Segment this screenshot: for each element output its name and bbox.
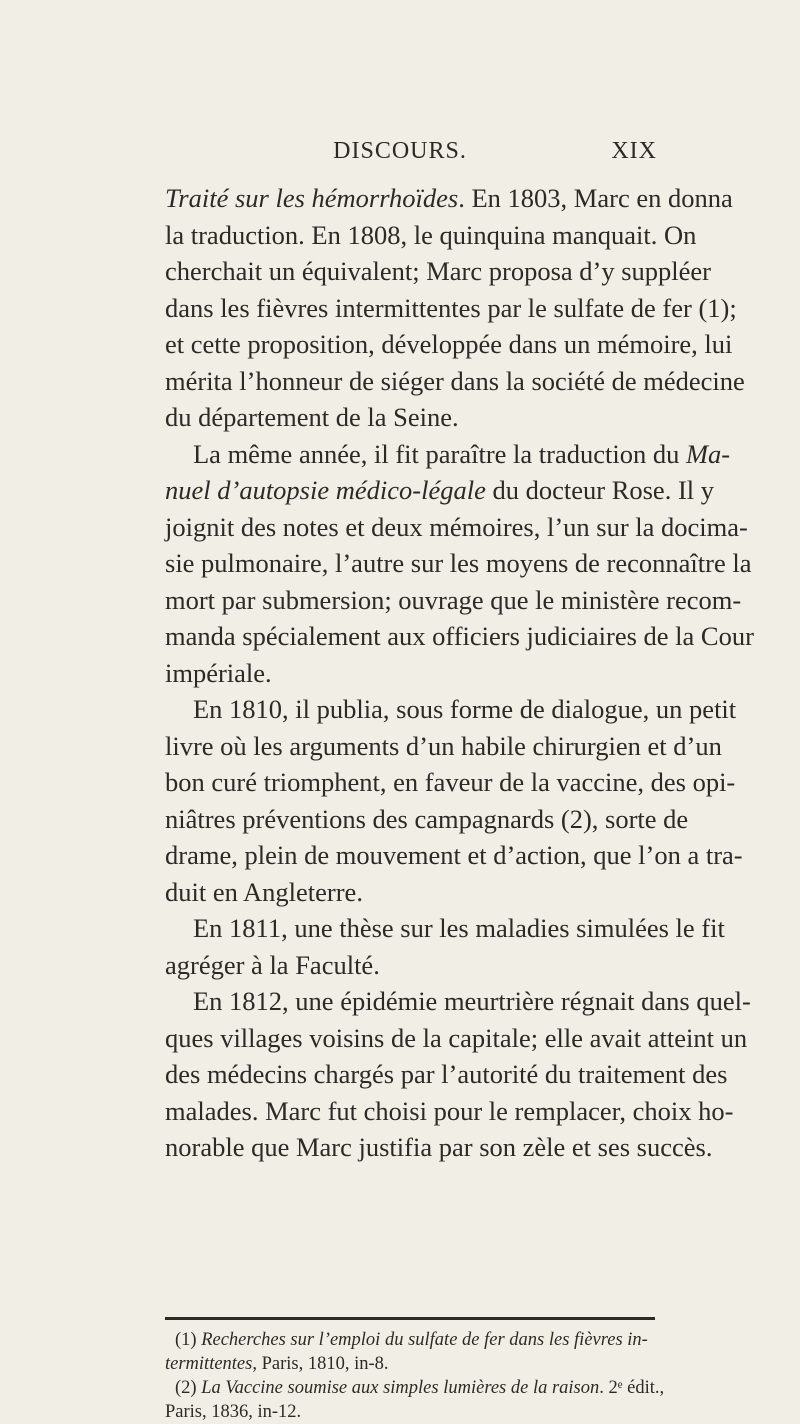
book-title-italic: Ma- (685, 438, 731, 469)
running-head (0, 138, 800, 168)
book-title-italic: nuel d’autopsie médico-légale (165, 475, 486, 505)
text-line: bon curé triomphent, en faveur de la vaccine, des opi- (165, 767, 736, 797)
main-text (165, 180, 754, 1166)
text-line: duit en Angleterre. (165, 876, 363, 907)
footnote-title-italic: Recherches sur l’emploi du sulfate de fer dans les fièvres in- (201, 1330, 648, 1350)
book-title-italic: Traité sur les hémorrhoïdes (165, 183, 459, 213)
footnote-text: . 2ᵉ édit., (599, 1378, 665, 1398)
text-line: niâtres préventions des campagnards (2), sorte de (165, 803, 689, 834)
text-line: drame, plein de mouvement et d’action, que l’on a tra- (165, 840, 743, 870)
text-line: mérita l’honneur de siéger dans la société de médecine (165, 365, 745, 396)
text-line: des médecins chargés par l’autorité du traitement des (165, 1059, 728, 1089)
footnote-marker: (1) (175, 1330, 202, 1350)
text-line: agréger à la Faculté. (165, 949, 380, 980)
text-line: joignit des notes et deux mémoires, l’un sur la docima- (165, 511, 748, 542)
text-line: la traduction. En 1808, le quinquina manquait. On (165, 219, 697, 250)
text-line: malades. Marc fut choisi pour le remplacer, choix ho- (165, 1095, 734, 1126)
running-title: DISCOURS. (333, 138, 467, 164)
text-line: En 1812, une épidémie meurtrière régnait dans quel- (193, 986, 751, 1016)
text-line: impériale. (165, 657, 272, 688)
text-line (165, 472, 715, 509)
text-line: En 1810, il publia, sous forme de dialogue, un petit (193, 694, 737, 724)
text-line: manda spécialement aux officiers judiciaires de la Cour (165, 621, 754, 651)
text-line: ques villages voisins de la capitale; elle avait atteint un (165, 1022, 748, 1053)
footnote-title-italic: termittentes (165, 1354, 253, 1374)
page-number: XIX (611, 138, 657, 164)
text-line: En 1811, une thèse sur les maladies simulées le fit (193, 913, 725, 943)
text-line: norable que Marc justifia par son zèle et ses succès. (165, 1132, 713, 1162)
text-line: dans les fièvres intermittentes par le sulfate de fer (1); (165, 292, 737, 323)
footnotes (165, 1328, 665, 1424)
footnote-1 (165, 1328, 655, 1352)
text-span: . En 1803, Marc en donna (458, 183, 733, 213)
footnote-rule (165, 1317, 655, 1320)
text-line: sie pulmonaire, l’autre sur les moyens de reconnaître la (165, 548, 752, 578)
text-line: livre où les arguments d’un habile chirurgien et d’un (165, 730, 722, 761)
text-line: cherchait un équivalent; Marc proposa d’y suppléer (165, 256, 711, 286)
text-line: mort par submersion; ouvrage que le ministère recom- (165, 584, 742, 615)
footnote-1-cont (165, 1352, 655, 1376)
text-span: du docteur Rose. Il y (485, 475, 715, 505)
text-line (165, 180, 733, 217)
footnote-marker: (2) (175, 1378, 202, 1398)
text-line: du département de la Seine. (165, 402, 459, 432)
text-span: La même année, il fit paraître la traduction du (193, 438, 686, 469)
footnote-2 (165, 1376, 665, 1400)
footnote-title-italic: La Vaccine soumise aux simples lumières de la raison (201, 1378, 600, 1398)
footnote-text: , Paris, 1810, in-8. (252, 1354, 389, 1374)
footnote-2-cont: Paris, 1836, in-12. (165, 1402, 302, 1422)
text-line (165, 436, 731, 473)
text-line: et cette proposition, développée dans un mémoire, lui (165, 329, 733, 359)
